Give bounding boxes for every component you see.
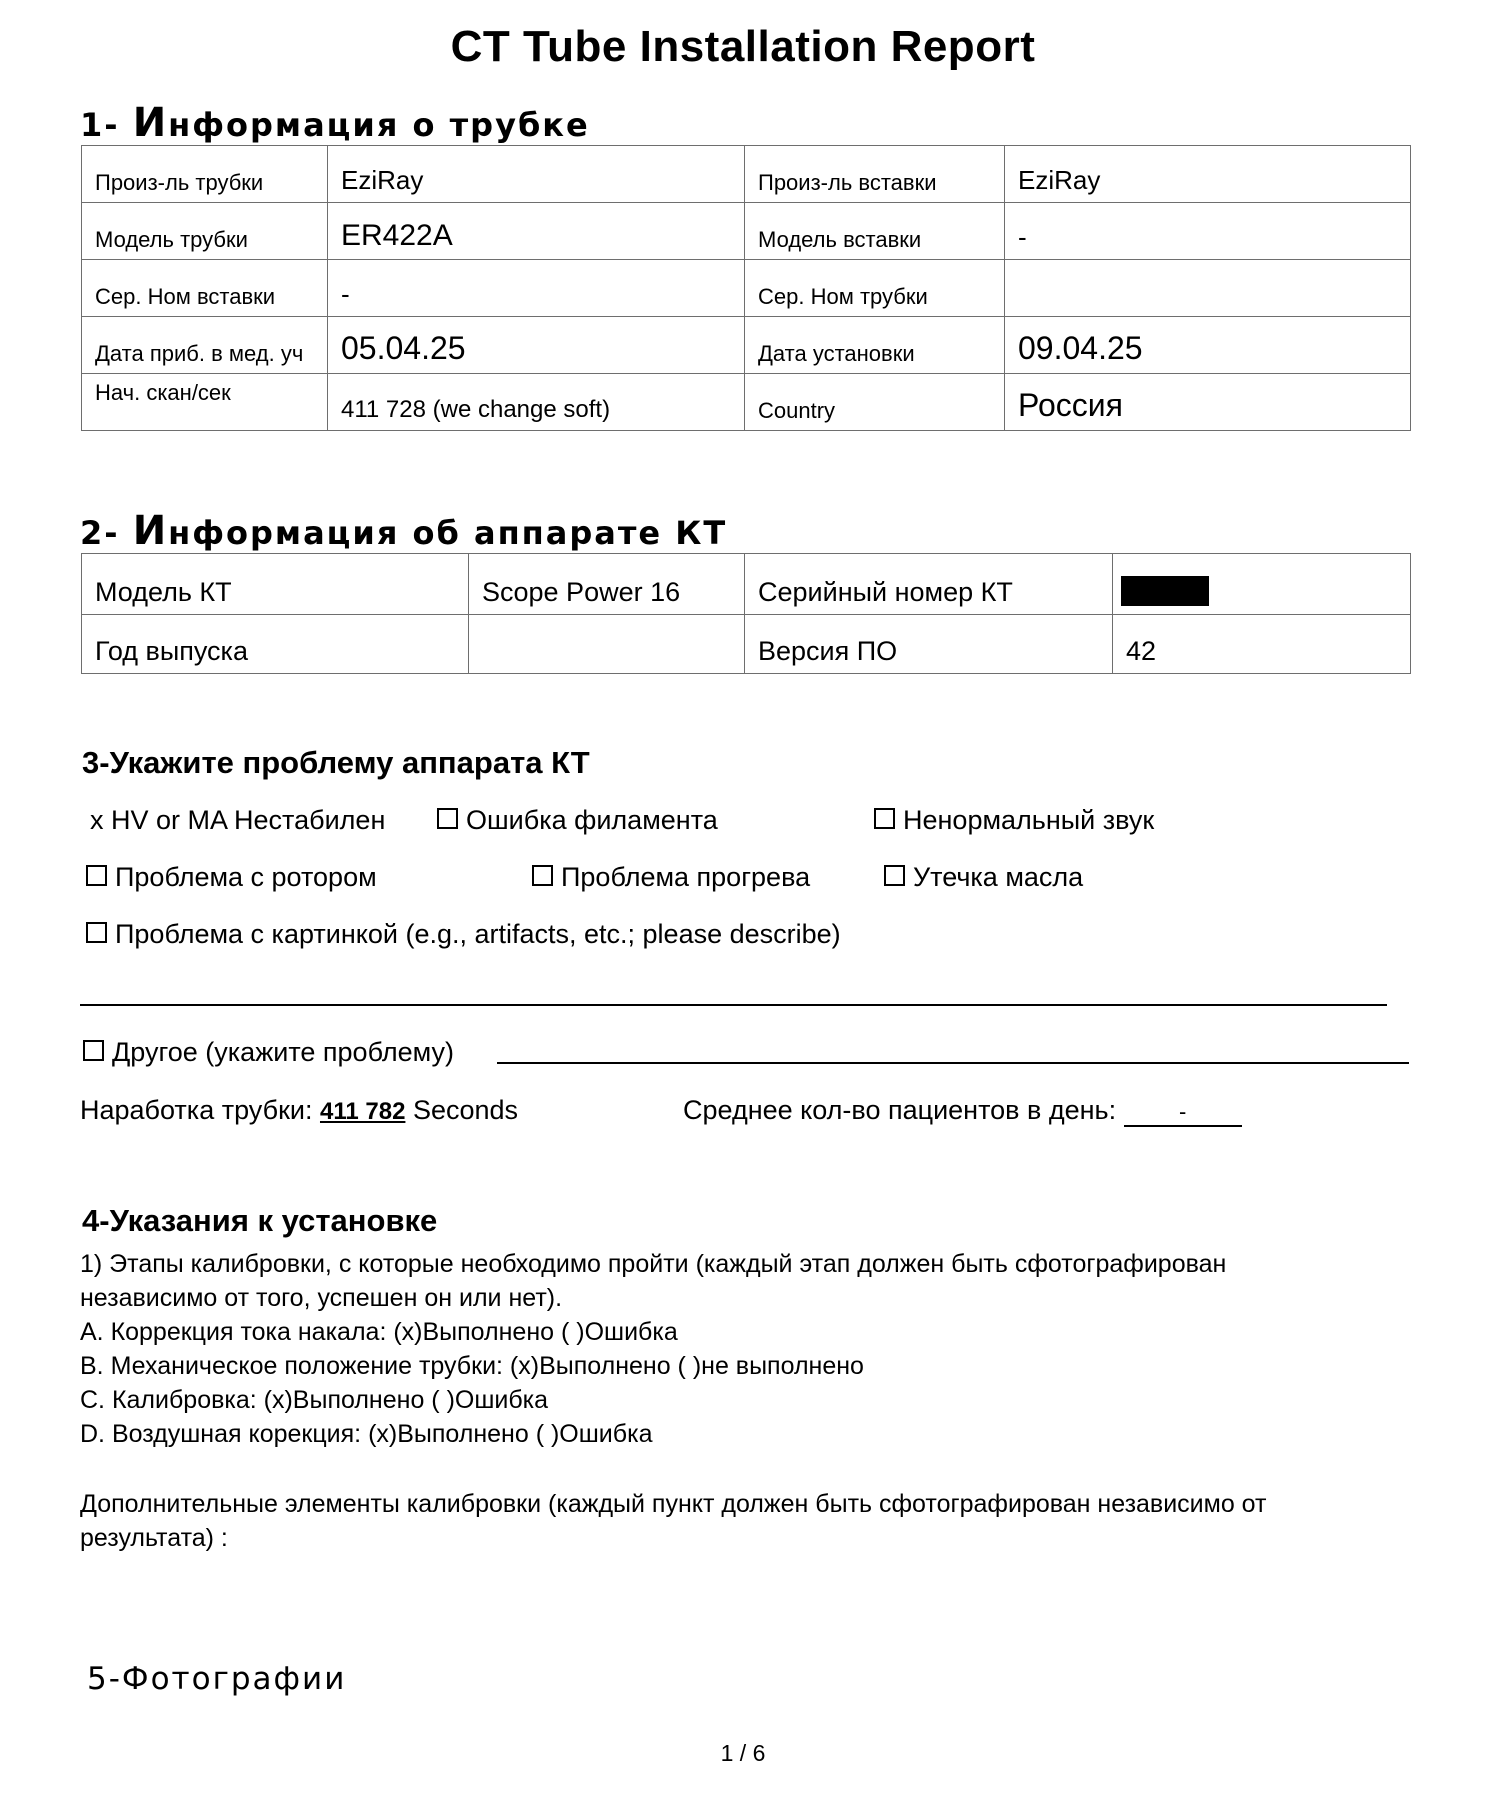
- checkbox-icon: [532, 865, 553, 886]
- value-cell: 09.04.25: [1005, 317, 1411, 374]
- value-cell: Россия: [1005, 374, 1411, 431]
- table-row: [82, 260, 1411, 317]
- value-cell: 42: [1113, 615, 1411, 674]
- label-cell: Сер. Ном вставки: [82, 260, 328, 317]
- value-cell: [469, 615, 745, 674]
- value-cell: EziRay: [1005, 146, 1411, 203]
- option-label: Ошибка филамента: [466, 805, 718, 835]
- section3-heading: 3-Укажите проблему аппарата КТ: [82, 745, 590, 780]
- section4-heading: 4-Указания к установке: [82, 1203, 438, 1238]
- value-cell: ER422A: [328, 203, 745, 260]
- extra-line-2: результата) :: [80, 1524, 228, 1552]
- instructions-block: [80, 1247, 1226, 1451]
- checkbox-icon: [874, 808, 895, 829]
- value-cell: -: [328, 260, 745, 317]
- option-hv-ma-unstable: x HV or MA Нестабилен: [90, 805, 386, 835]
- value-cell: EziRay: [328, 146, 745, 203]
- tube-runtime-label: Наработка трубки:: [80, 1095, 313, 1125]
- option-label: Проблема с картинкой (e.g., artifacts, etc.; please describe): [115, 919, 841, 949]
- step-b: B. Механическое положение трубки: (x)Выполнено ( )не выполнено: [80, 1352, 864, 1380]
- checkbox-other[interactable]: [83, 1037, 454, 1068]
- label-cell: Дата установки: [745, 317, 1005, 374]
- label-cell: Серийный номер КТ: [745, 554, 1113, 615]
- option-label: Проблема прогрева: [561, 862, 811, 892]
- value-cell: 05.04.25: [328, 317, 745, 374]
- step-d: D. Воздушная корекция: (x)Выполнено ( )Ошибка: [80, 1420, 653, 1448]
- table-row: [82, 615, 1411, 674]
- checkbox-abnormal-sound[interactable]: [874, 805, 1154, 836]
- section2-heading-rest: нформация об аппарате КТ: [168, 514, 728, 552]
- section5-heading: 5-Фотографии: [87, 1661, 347, 1697]
- label-cell: Нач. скан/сек: [82, 374, 328, 431]
- checkbox-filament-error[interactable]: [437, 805, 718, 836]
- checkbox-image-problem[interactable]: [86, 919, 841, 950]
- table-row: [82, 554, 1411, 615]
- page-number: 1 / 6: [720, 1740, 766, 1766]
- table-row: [82, 146, 1411, 203]
- checkbox-warmup-problem[interactable]: [532, 862, 810, 893]
- section1-heading-num: 1-: [80, 106, 133, 144]
- value-cell: -: [1005, 203, 1411, 260]
- value-cell: Scope Power 16: [469, 554, 745, 615]
- section1-heading-rest: нформация о трубке: [168, 106, 590, 144]
- checkbox-icon: [86, 865, 107, 886]
- intro-line-2: независимо от того, успешен он или нет).: [80, 1284, 563, 1312]
- step-a: A. Коррекция тока накала: (x)Выполнено ( )Ошибка: [80, 1318, 678, 1346]
- section2-heading: [80, 508, 727, 554]
- tube-runtime: [80, 1095, 518, 1126]
- section1-heading: [80, 100, 590, 146]
- label-cell: Произ-ль трубки: [82, 146, 328, 203]
- redaction-box: [1121, 576, 1209, 606]
- ct-info-table: [81, 553, 1411, 674]
- label-cell: Сер. Ном трубки: [745, 260, 1005, 317]
- other-problem-line[interactable]: [497, 1062, 1409, 1064]
- step-c: C. Калибровка: (x)Выполнено ( )Ошибка: [80, 1386, 549, 1414]
- serial-number-cell: [1113, 554, 1411, 615]
- label-cell: Модель КТ: [82, 554, 469, 615]
- checkbox-oil-leak[interactable]: [884, 862, 1083, 893]
- extra-line-1: Дополнительные элементы калибровки (каждый пункт должен быть сфотографирован независимо от: [80, 1490, 1267, 1518]
- section2-heading-num: 2-: [80, 514, 133, 552]
- label-cell: Country: [745, 374, 1005, 431]
- description-line[interactable]: [80, 1004, 1387, 1006]
- label-cell: Модель трубки: [82, 203, 328, 260]
- tube-runtime-value: 411 782: [319, 1098, 406, 1125]
- document-title: CT Tube Installation Report: [450, 22, 1036, 71]
- checkbox-icon: [437, 808, 458, 829]
- section2-heading-cap: И: [132, 508, 169, 554]
- table-row: [82, 374, 1411, 431]
- value-cell: 411 728 (we change soft): [328, 374, 745, 431]
- label-cell: Произ-ль вставки: [745, 146, 1005, 203]
- patients-label: Среднее кол-во пациентов в день:: [683, 1095, 1117, 1125]
- option-label: Проблема с ротором: [115, 862, 377, 892]
- option-label: Ненормальный звук: [903, 805, 1155, 835]
- section1-heading-cap: И: [132, 100, 169, 146]
- label-cell: Модель вставки: [745, 203, 1005, 260]
- label-cell: Версия ПО: [745, 615, 1113, 674]
- patients-per-day: [683, 1095, 1242, 1127]
- label-cell: Дата приб. в мед. уч: [82, 317, 328, 374]
- table-row: [82, 203, 1411, 260]
- option-label: Другое (укажите проблему): [112, 1037, 454, 1067]
- tube-info-table: [81, 145, 1411, 431]
- value-cell: [1005, 260, 1411, 317]
- checkbox-icon: [884, 865, 905, 886]
- option-label: Утечка масла: [913, 862, 1084, 892]
- intro-line-1: 1) Этапы калибровки, с которые необходимо пройти (каждый этап должен быть сфотографирован: [80, 1250, 1227, 1278]
- checkbox-icon: [83, 1040, 104, 1061]
- table-row: [82, 317, 1411, 374]
- label-cell: Год выпуска: [82, 615, 469, 674]
- patients-value: -: [1124, 1099, 1242, 1127]
- extra-calibration-block: [80, 1487, 1267, 1555]
- checkbox-icon: [86, 922, 107, 943]
- tube-runtime-unit: Seconds: [412, 1095, 519, 1125]
- checkbox-rotor-problem[interactable]: [86, 862, 377, 893]
